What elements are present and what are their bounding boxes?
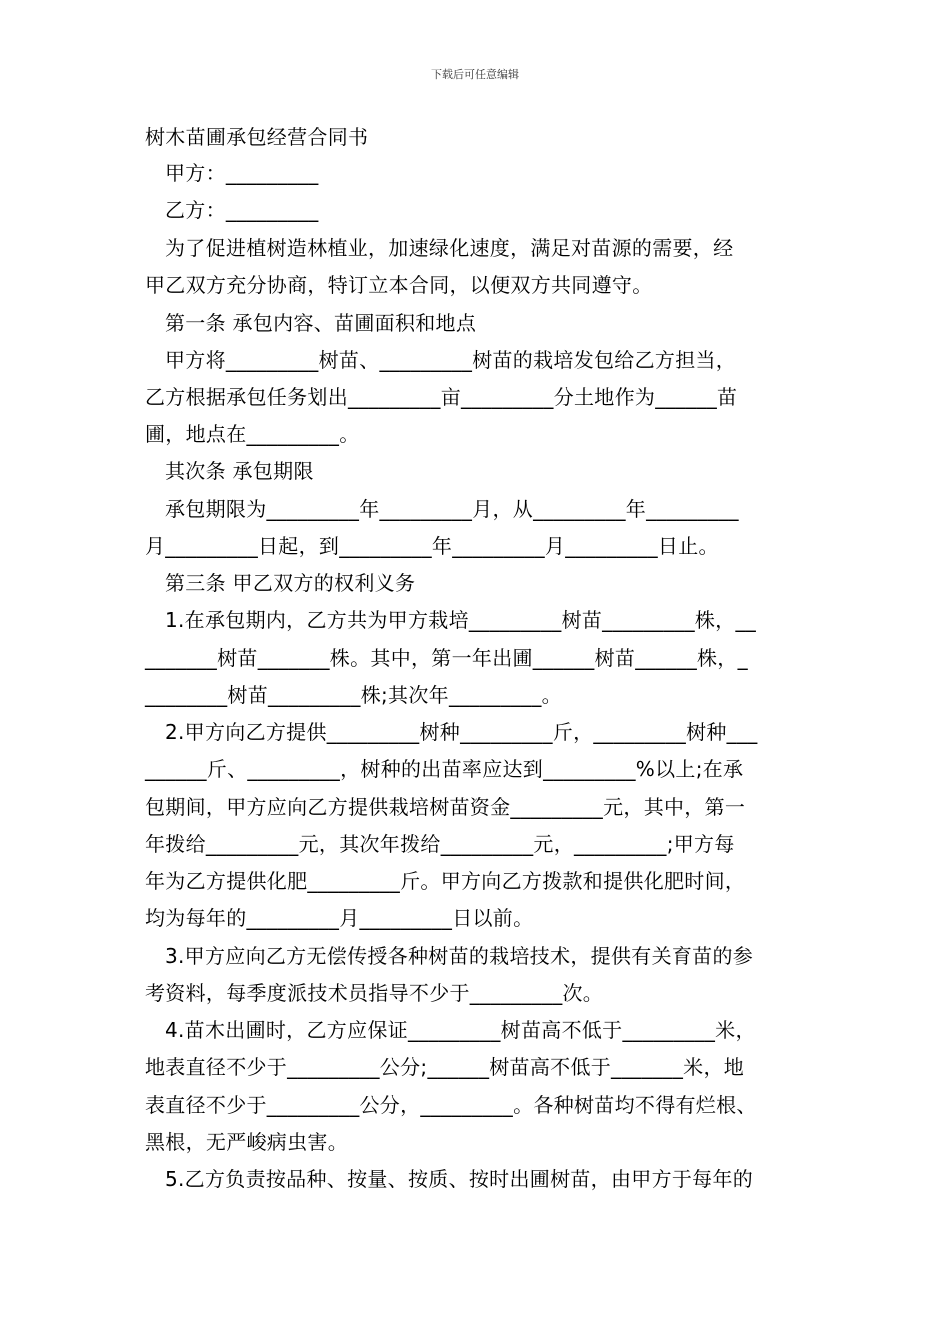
clause-line: 考资料，每季度派技术员指导不少于_________次。 <box>145 981 604 1005</box>
article-heading: 其次条 承包期限 <box>165 459 314 483</box>
clause-line: 表直径不少于_________公分，_________。各种树苗均不得有烂根、 <box>145 1093 757 1117</box>
clause-line: 年为乙方提供化肥_________斤。甲方向乙方拨款和提供化肥时间， <box>145 869 746 893</box>
document-title: 树木苗圃承包经营合同书 <box>145 125 369 149</box>
clause-line: 黑根，无严峻病虫害。 <box>145 1130 348 1154</box>
clause-line: 3.甲方应向乙方无偿传授各种树苗的栽培技术，提供有关育苗的参 <box>165 944 754 968</box>
article-heading: 第一条 承包内容、苗圃面积和地点 <box>165 311 477 335</box>
article-body-line: 乙方根据承包任务划出_________亩_________分土地作为______苗 <box>145 385 738 409</box>
article-body-line: 承包期限为_________年_________月，从_________年_________ <box>165 497 739 521</box>
clause-line: ________树苗_________株;其次年_________。 <box>145 683 562 707</box>
article-heading: 第三条 甲乙双方的权利义务 <box>165 571 416 595</box>
clause-line: 5.乙方负责按品种、按量、按质、按时出圃树苗，由甲方于每年的 <box>165 1167 754 1191</box>
clause-line: 1.在承包期内，乙方共为甲方栽培_________树苗_________株，__ <box>165 608 757 632</box>
clause-line: 包期间，甲方应向乙方提供栽培树苗资金_________元，其中，第一 <box>145 795 746 819</box>
preamble-line: 甲乙双方充分协商，特订立本合同，以便双方共同遵守。 <box>145 273 653 297</box>
article-body-line: 月_________日起，到_________年_________月_________日止。 <box>145 534 719 558</box>
clause-line: 均为每年的_________月_________日以前。 <box>145 906 534 930</box>
clause-line: ______斤、_________，树种的出苗率应达到_________%以上;在承 <box>145 757 744 781</box>
party-a-line: 甲方：_________ <box>165 161 319 185</box>
clause-line: 年拨给_________元，其次年拨给_________元，_________;甲方每 <box>145 832 735 856</box>
clause-line: 地表直径不少于_________公分;______树苗高不低于_______米，地 <box>145 1055 745 1079</box>
preamble-line: 为了促进植树造林植业，加速绿化速度，满足对苗源的需要，经 <box>165 236 734 260</box>
page-header: 下载后可任意编辑 <box>431 68 519 81</box>
party-b-line: 乙方：_________ <box>165 198 319 222</box>
clause-line: _______树苗_______株。其中，第一年出圃______树苗______株，_ <box>145 646 748 670</box>
clause-line: 4.苗木出圃时，乙方应保证_________树苗高不低于_________米， <box>165 1018 756 1042</box>
clause-line: 2.甲方向乙方提供_________树种_________斤，_________树种___ <box>165 720 758 744</box>
article-body-line: 甲方将_________树苗、_________树苗的栽培发包给乙方担当， <box>165 348 737 372</box>
article-body-line: 圃，地点在_________。 <box>145 422 360 446</box>
